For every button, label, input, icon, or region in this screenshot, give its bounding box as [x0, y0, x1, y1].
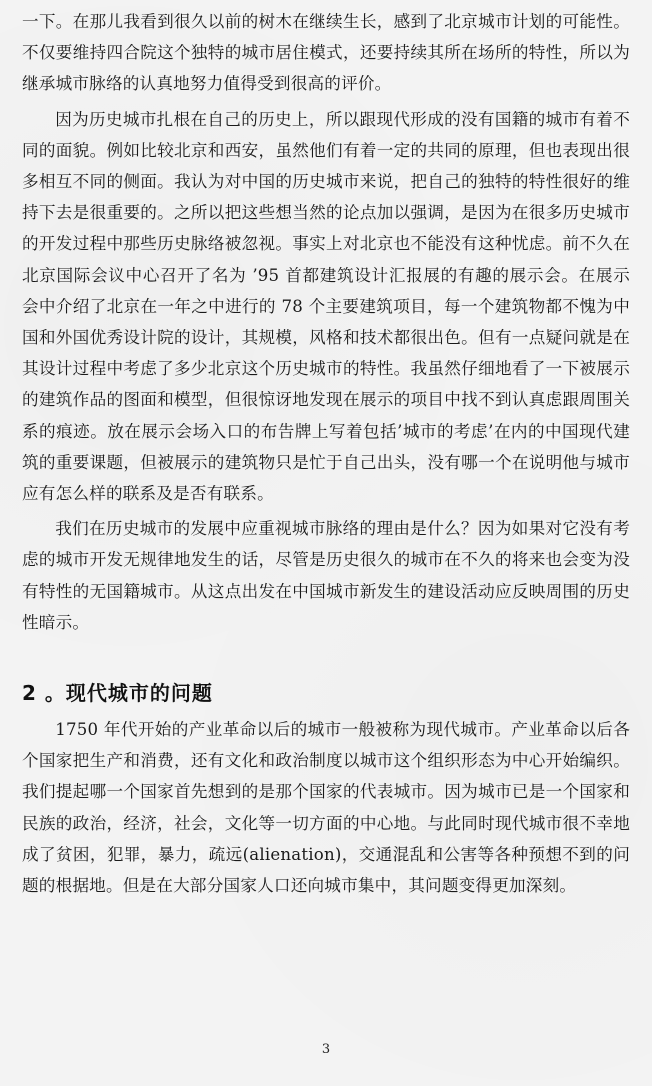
body-text: [22, 6, 630, 901]
paragraph-historic-cities: 因为历史城市扎根在自己的历史上，所以跟现代形成的没有国籍的城市有着不同的面貌。例如比较北京和西安，虽然他们有着一定的共同的原理，但也表现出很多相互不同的侧面。我认为对中国的历史城市来说，把自己的独特的特性很好的维持下去是很重要的。之所以把这些想当然的论点加以强调，是因为在很多历史城市的开发过程中那些历史脉络被忽视。事实上对北京也不能没有这种忧虑。前不久在北京国际会议中心召开了名为 ’95 首都建筑设计汇报展的有趣的展示会。在展示会中介绍了北京在一年之中进行的 78 个主要建筑项目，每一个建筑物都不愧为中国和外国优秀设计院的设计，其规模，风格和技术都很出色。但有一点疑问就是在其设计过程中考虑了多少北京这个历史城市的特性。我虽然仔细地看了一下被展示的建筑作品的图面和模型，但很惊讶地发现在展示的项目中找不到认真虑跟周围关系的痕迹。放在展示会场入口的布告牌上写着包括’城市的考虑’在内的中国现代建筑的重要课题，但被展示的建筑物只是忙于自己出头，没有哪一个在说明他与城市应有怎么样的联系及是否有联系。: [22, 109, 630, 504]
paragraph-urban-context-reason: 我们在历史城市的发展中应重视城市脉络的理由是什么？因为如果对它没有考虑的城市开发无规律地发生的话，尽管是历史很久的城市在不久的将来也会变为没有特性的无国籍城市。从这点出发在中国城市新发生的建设活动应反映周围的历史性暗示。: [22, 519, 630, 632]
page-number: 3: [321, 1042, 331, 1057]
section-heading: 2 。现代城市的问题: [22, 681, 213, 706]
paragraph-beijing-courtyard: 一下。在那儿我看到很久以前的树木在继续生长，感到了北京城市计划的可能性。不仅要维持四合院这个独特的城市居住模式，还要持续其所在场所的特性，所以为继承城市脉络的认真地努力值得受到很高的评价。: [22, 12, 630, 94]
paragraph-modern-city: 1750 年代开始的产业革命以后的城市一般被称为现代城市。产业革命以后各个国家把生产和消费，还有文化和政治制度以城市这个组织形态为中心开始编织。我们提起哪一个国家首先想到的是那个国家的代表城市。因为城市已是一个国家和民族的政治，经济，社会，文化等一切方面的中心地。与此同时现代城市很不幸地成了贫困，犯罪，暴力，疏远(alienation)，交通混乱和公害等各种预想不到的问题的根据地。但是在大部分国家人口还向城市集中，其问题变得更加深刻。: [22, 720, 630, 896]
section-spacer: [22, 638, 630, 676]
